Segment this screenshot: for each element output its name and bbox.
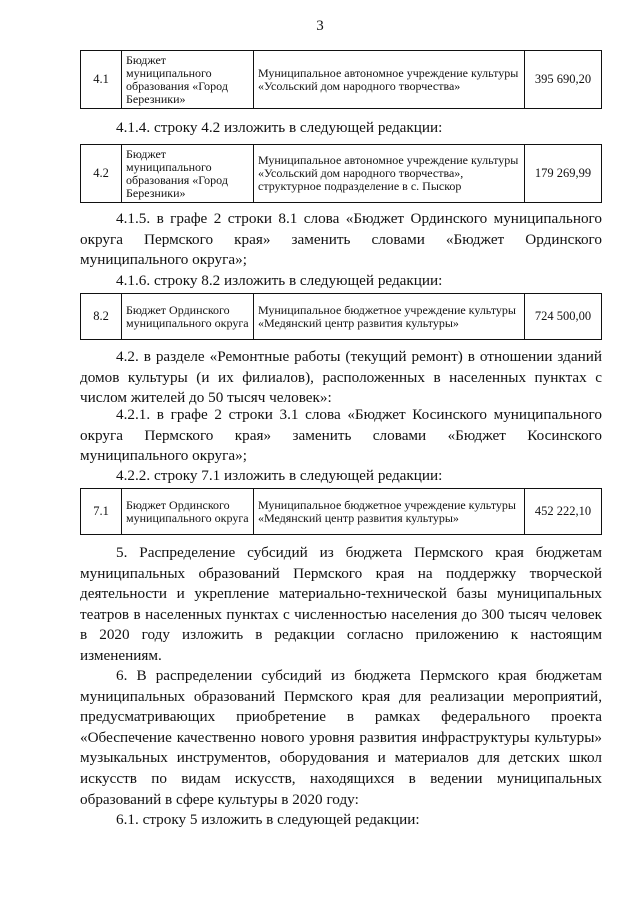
amount-cell: 179 269,99 (525, 145, 602, 203)
paragraph-6: 6. В распределении субсидий из бюджета Пермского края бюджетам муниципальных образований Пермского края для реализации мероприятий, предусматривающих приобретение в рамках федерального проекта «Обеспечение качественно нового уровня развития инфраструктуры культуры» музыкальных инструментов, оборудования и материалов для детских школ искусств по видам искусств, находящихся в ведении муниципальных образований в сфере культуры в 2020 году: (80, 667, 602, 808)
institution-cell: Муниципальное автономное учреждение культуры «Усольский дом народного творчества», структурное подразделение в с. Пыскор (254, 145, 525, 203)
paragraph-4-2: 4.2. в разделе «Ремонтные работы (текущий ремонт) в отношении зданий домов культуры (и их филиалов), расположенных в населенных пунктах с числом жителей до 50 тысяч человек»: (80, 348, 602, 407)
recipient-cell: Бюджет муниципального образования «Город Березники» (122, 51, 254, 109)
paragraph-4-1-4: 4.1.4. строку 4.2 изложить в следующей редакции: (116, 119, 443, 136)
paragraph-6-1: 6.1. строку 5 изложить в следующей редакции: (116, 811, 420, 828)
page-number: 3 (316, 18, 324, 34)
budget-table-row-4-1 (80, 50, 602, 109)
recipient-cell: Бюджет муниципального образования «Город Березники» (122, 145, 254, 203)
paragraph-4-1-6: 4.1.6. строку 8.2 изложить в следующей редакции: (116, 272, 443, 289)
institution-cell: Муниципальное бюджетное учреждение культуры «Медянский центр развития культуры» (254, 294, 525, 340)
institution-cell: Муниципальное автономное учреждение культуры «Усольский дом народного творчества» (254, 51, 525, 109)
row-number: 4.2 (81, 145, 122, 203)
amount-cell: 395 690,20 (525, 51, 602, 109)
recipient-cell: Бюджет Ординского муниципального округа (122, 489, 254, 535)
budget-table-row-8-2 (80, 293, 602, 340)
amount-cell: 452 222,10 (525, 489, 602, 535)
institution-cell: Муниципальное бюджетное учреждение культуры «Медянский центр развития культуры» (254, 489, 525, 535)
row-number: 4.1 (81, 51, 122, 109)
paragraph-4-2-1: 4.2.1. в графе 2 строки 3.1 слова «Бюджет Косинского муниципального округа Пермского края» заменить словами «Бюджет Косинского муниципального округа»; (80, 406, 602, 465)
budget-table-row-7-1 (80, 488, 602, 535)
budget-table-row-4-2 (80, 144, 602, 203)
paragraph-5: 5. Распределение субсидий из бюджета Пермского края бюджетам муниципальных образований Пермского края на поддержку творческой деятельности и укрепление материально-технической базы муниципальных театров в населенных пунктах с численностью населения до 300 тысяч человек в 2020 году изложить в редакции согласно приложению к настоящим изменениям. (80, 544, 602, 664)
recipient-cell: Бюджет Ординского муниципального округа (122, 294, 254, 340)
row-number: 8.2 (81, 294, 122, 340)
paragraph-4-2-2: 4.2.2. строку 7.1 изложить в следующей редакции: (116, 467, 443, 484)
row-number: 7.1 (81, 489, 122, 535)
amount-cell: 724 500,00 (525, 294, 602, 340)
paragraph-4-1-5: 4.1.5. в графе 2 строки 8.1 слова «Бюджет Ординского муниципального округа Пермского края» заменить словами «Бюджет Ординского муниципального округа»; (80, 210, 602, 269)
